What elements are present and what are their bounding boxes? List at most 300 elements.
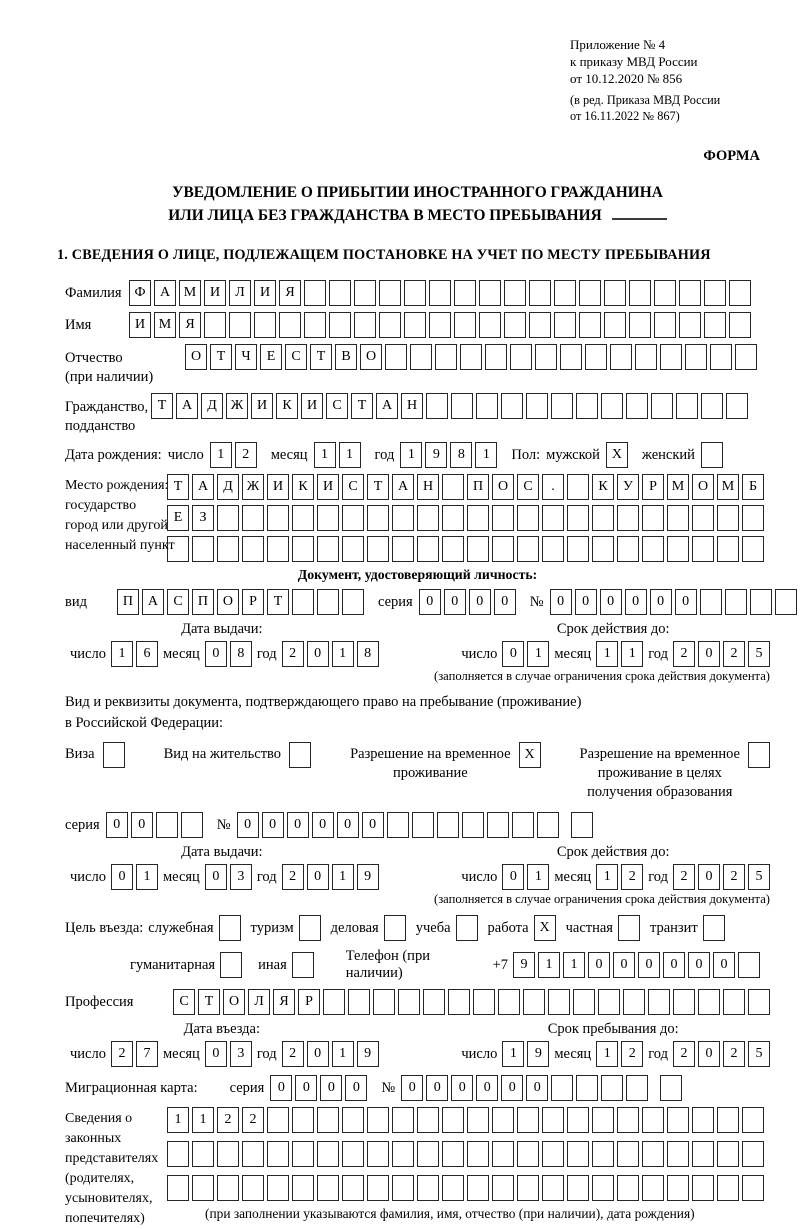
char-cell[interactable]: 0 <box>444 589 466 615</box>
char-cell[interactable]: М <box>717 474 739 500</box>
char-cell[interactable] <box>417 1175 439 1201</box>
char-cell[interactable] <box>742 536 764 562</box>
char-cell[interactable] <box>410 344 432 370</box>
char-cell[interactable] <box>323 989 345 1015</box>
char-cell[interactable]: 0 <box>575 589 597 615</box>
char-cell[interactable] <box>103 742 125 768</box>
char-cell[interactable] <box>242 1175 264 1201</box>
char-cell[interactable]: 0 <box>625 589 647 615</box>
char-cell[interactable] <box>317 1141 339 1167</box>
char-cell[interactable]: 1 <box>538 952 560 978</box>
char-cell[interactable]: 0 <box>111 864 133 890</box>
char-cell[interactable] <box>398 989 420 1015</box>
char-cell[interactable] <box>292 952 314 978</box>
char-cell[interactable] <box>217 536 239 562</box>
char-cell[interactable] <box>354 280 376 306</box>
char-cell[interactable]: С <box>517 474 539 500</box>
char-cell[interactable]: И <box>317 474 339 500</box>
char-cell[interactable] <box>204 312 226 338</box>
char-cell[interactable] <box>667 1175 689 1201</box>
char-cell[interactable] <box>429 280 451 306</box>
char-cell[interactable]: А <box>376 393 398 419</box>
char-cell[interactable] <box>317 1175 339 1201</box>
char-cell[interactable]: 1 <box>527 864 549 890</box>
char-cell[interactable] <box>392 505 414 531</box>
char-cell[interactable] <box>551 393 573 419</box>
char-cell[interactable]: 0 <box>362 812 384 838</box>
char-cell[interactable] <box>192 1141 214 1167</box>
char-cell[interactable] <box>462 812 484 838</box>
char-cell[interactable]: 0 <box>106 812 128 838</box>
char-cell[interactable]: 1 <box>167 1107 189 1133</box>
issue-day-cells[interactable] <box>111 641 158 667</box>
char-cell[interactable]: З <box>192 505 214 531</box>
char-cell[interactable]: 6 <box>136 641 158 667</box>
char-cell[interactable] <box>373 989 395 1015</box>
char-cell[interactable]: 0 <box>469 589 491 615</box>
char-cell[interactable]: И <box>301 393 323 419</box>
char-cell[interactable] <box>692 536 714 562</box>
char-cell[interactable]: 0 <box>663 952 685 978</box>
char-cell[interactable] <box>551 1075 573 1101</box>
stay-doc-number-cells[interactable] <box>237 812 593 838</box>
char-cell[interactable]: П <box>117 589 139 615</box>
char-cell[interactable]: Д <box>201 393 223 419</box>
char-cell[interactable] <box>267 1175 289 1201</box>
char-cell[interactable] <box>576 1075 598 1101</box>
char-cell[interactable] <box>542 1175 564 1201</box>
stay-issue-year-cells[interactable] <box>282 864 379 890</box>
char-cell[interactable]: 0 <box>502 864 524 890</box>
char-cell[interactable]: А <box>176 393 198 419</box>
char-cell[interactable] <box>704 312 726 338</box>
issue-month-cells[interactable] <box>205 641 252 667</box>
representatives-row2-cells[interactable] <box>167 1141 770 1167</box>
char-cell[interactable] <box>242 505 264 531</box>
char-cell[interactable] <box>567 505 589 531</box>
char-cell[interactable] <box>292 589 314 615</box>
char-cell[interactable]: Ф <box>129 280 151 306</box>
citizenship-cells[interactable] <box>151 393 748 419</box>
char-cell[interactable] <box>492 1141 514 1167</box>
char-cell[interactable]: Р <box>642 474 664 500</box>
char-cell[interactable] <box>717 536 739 562</box>
char-cell[interactable]: Л <box>248 989 270 1015</box>
char-cell[interactable] <box>442 1141 464 1167</box>
phone-cells[interactable] <box>513 952 760 978</box>
char-cell[interactable]: 0 <box>501 1075 523 1101</box>
char-cell[interactable] <box>304 312 326 338</box>
char-cell[interactable] <box>384 915 406 941</box>
char-cell[interactable]: Т <box>267 589 289 615</box>
female-checkbox[interactable] <box>701 442 723 468</box>
purpose-other-checkbox[interactable] <box>292 952 314 978</box>
char-cell[interactable] <box>467 1141 489 1167</box>
char-cell[interactable]: 2 <box>723 864 745 890</box>
char-cell[interactable] <box>648 989 670 1015</box>
stay-doc-series-cells[interactable] <box>106 812 203 838</box>
char-cell[interactable] <box>535 344 557 370</box>
char-cell[interactable]: О <box>360 344 382 370</box>
valid-year-cells[interactable] <box>673 641 770 667</box>
char-cell[interactable] <box>617 1141 639 1167</box>
char-cell[interactable] <box>451 393 473 419</box>
char-cell[interactable]: Р <box>298 989 320 1015</box>
char-cell[interactable] <box>292 505 314 531</box>
char-cell[interactable] <box>167 1175 189 1201</box>
purpose-tourism-checkbox[interactable] <box>299 915 321 941</box>
temp-permit-edu-checkbox[interactable] <box>748 742 770 768</box>
char-cell[interactable]: 1 <box>475 442 497 468</box>
char-cell[interactable] <box>317 536 339 562</box>
representatives-row1-cells[interactable] <box>167 1107 770 1133</box>
purpose-study-checkbox[interactable] <box>456 915 478 941</box>
char-cell[interactable]: Н <box>401 393 423 419</box>
char-cell[interactable] <box>479 280 501 306</box>
char-cell[interactable] <box>217 1175 239 1201</box>
char-cell[interactable] <box>748 989 770 1015</box>
char-cell[interactable]: 0 <box>345 1075 367 1101</box>
char-cell[interactable] <box>729 280 751 306</box>
char-cell[interactable] <box>385 344 407 370</box>
char-cell[interactable] <box>667 505 689 531</box>
char-cell[interactable]: 0 <box>295 1075 317 1101</box>
char-cell[interactable] <box>642 1107 664 1133</box>
char-cell[interactable]: О <box>223 989 245 1015</box>
char-cell[interactable] <box>267 505 289 531</box>
char-cell[interactable] <box>492 505 514 531</box>
purpose-business-checkbox[interactable] <box>384 915 406 941</box>
char-cell[interactable]: 0 <box>337 812 359 838</box>
char-cell[interactable] <box>542 1141 564 1167</box>
stay-issue-day-cells[interactable] <box>111 864 158 890</box>
char-cell[interactable] <box>392 1107 414 1133</box>
char-cell[interactable] <box>623 989 645 1015</box>
char-cell[interactable]: 2 <box>217 1107 239 1133</box>
char-cell[interactable]: X <box>606 442 628 468</box>
char-cell[interactable]: 0 <box>688 952 710 978</box>
char-cell[interactable]: 8 <box>357 641 379 667</box>
char-cell[interactable]: К <box>292 474 314 500</box>
char-cell[interactable] <box>667 1107 689 1133</box>
char-cell[interactable]: 0 <box>600 589 622 615</box>
char-cell[interactable] <box>467 536 489 562</box>
char-cell[interactable]: Т <box>210 344 232 370</box>
char-cell[interactable]: О <box>492 474 514 500</box>
char-cell[interactable]: И <box>254 280 276 306</box>
char-cell[interactable]: 0 <box>451 1075 473 1101</box>
char-cell[interactable]: 0 <box>713 952 735 978</box>
patronymic-cells[interactable] <box>185 344 757 370</box>
char-cell[interactable]: 1 <box>596 1041 618 1067</box>
char-cell[interactable] <box>717 1141 739 1167</box>
char-cell[interactable] <box>701 442 723 468</box>
birth-day-cells[interactable] <box>210 442 257 468</box>
char-cell[interactable]: 9 <box>513 952 535 978</box>
char-cell[interactable]: С <box>326 393 348 419</box>
char-cell[interactable] <box>626 393 648 419</box>
char-cell[interactable] <box>610 344 632 370</box>
stay-valid-month-cells[interactable] <box>596 864 643 890</box>
doc-number-cells[interactable] <box>550 589 797 615</box>
char-cell[interactable] <box>567 536 589 562</box>
char-cell[interactable]: 0 <box>205 864 227 890</box>
char-cell[interactable]: 0 <box>698 864 720 890</box>
stay-valid-year-cells[interactable] <box>673 864 770 890</box>
valid-day-cells[interactable] <box>502 641 549 667</box>
char-cell[interactable]: 2 <box>242 1107 264 1133</box>
char-cell[interactable] <box>279 312 301 338</box>
char-cell[interactable]: 0 <box>419 589 441 615</box>
char-cell[interactable]: 1 <box>314 442 336 468</box>
char-cell[interactable] <box>592 536 614 562</box>
char-cell[interactable] <box>542 536 564 562</box>
stay-valid-day-cells[interactable] <box>502 864 549 890</box>
entry-day-cells[interactable] <box>111 1041 158 1067</box>
char-cell[interactable] <box>717 1175 739 1201</box>
char-cell[interactable] <box>579 280 601 306</box>
char-cell[interactable]: 0 <box>287 812 309 838</box>
char-cell[interactable] <box>617 536 639 562</box>
char-cell[interactable] <box>629 280 651 306</box>
doc-kind-cells[interactable] <box>117 589 364 615</box>
char-cell[interactable]: 1 <box>596 864 618 890</box>
char-cell[interactable] <box>156 812 178 838</box>
char-cell[interactable] <box>510 344 532 370</box>
visa-checkbox[interactable] <box>103 742 125 768</box>
char-cell[interactable] <box>220 952 242 978</box>
char-cell[interactable] <box>292 1175 314 1201</box>
char-cell[interactable]: И <box>251 393 273 419</box>
char-cell[interactable] <box>560 344 582 370</box>
char-cell[interactable] <box>703 915 725 941</box>
purpose-transit-checkbox[interactable] <box>703 915 725 941</box>
char-cell[interactable] <box>529 312 551 338</box>
char-cell[interactable] <box>667 1141 689 1167</box>
char-cell[interactable] <box>479 312 501 338</box>
char-cell[interactable]: Я <box>179 312 201 338</box>
char-cell[interactable] <box>592 1175 614 1201</box>
char-cell[interactable] <box>504 280 526 306</box>
char-cell[interactable]: Л <box>229 280 251 306</box>
char-cell[interactable] <box>329 280 351 306</box>
char-cell[interactable] <box>517 536 539 562</box>
char-cell[interactable] <box>217 505 239 531</box>
char-cell[interactable] <box>654 312 676 338</box>
char-cell[interactable] <box>467 505 489 531</box>
char-cell[interactable] <box>492 1175 514 1201</box>
char-cell[interactable] <box>775 589 797 615</box>
char-cell[interactable]: А <box>392 474 414 500</box>
char-cell[interactable]: Т <box>367 474 389 500</box>
char-cell[interactable]: 0 <box>526 1075 548 1101</box>
char-cell[interactable] <box>523 989 545 1015</box>
char-cell[interactable] <box>317 589 339 615</box>
char-cell[interactable] <box>517 1175 539 1201</box>
char-cell[interactable] <box>673 989 695 1015</box>
char-cell[interactable] <box>392 1141 414 1167</box>
char-cell[interactable] <box>517 505 539 531</box>
char-cell[interactable]: 0 <box>494 589 516 615</box>
char-cell[interactable]: 5 <box>748 1041 770 1067</box>
char-cell[interactable]: 1 <box>339 442 361 468</box>
char-cell[interactable] <box>367 1175 389 1201</box>
char-cell[interactable]: 1 <box>563 952 585 978</box>
char-cell[interactable] <box>617 1175 639 1201</box>
char-cell[interactable] <box>651 393 673 419</box>
birth-place-row1-cells[interactable] <box>167 474 770 500</box>
char-cell[interactable] <box>517 1141 539 1167</box>
char-cell[interactable]: 5 <box>748 864 770 890</box>
char-cell[interactable] <box>426 393 448 419</box>
char-cell[interactable]: 0 <box>307 864 329 890</box>
char-cell[interactable] <box>629 312 651 338</box>
char-cell[interactable] <box>417 505 439 531</box>
char-cell[interactable] <box>442 1107 464 1133</box>
char-cell[interactable]: О <box>692 474 714 500</box>
char-cell[interactable]: 1 <box>111 641 133 667</box>
char-cell[interactable]: 1 <box>596 641 618 667</box>
temp-permit-checkbox[interactable] <box>519 742 541 768</box>
char-cell[interactable] <box>437 812 459 838</box>
char-cell[interactable] <box>498 989 520 1015</box>
char-cell[interactable]: И <box>129 312 151 338</box>
char-cell[interactable] <box>717 1107 739 1133</box>
char-cell[interactable] <box>554 280 576 306</box>
char-cell[interactable] <box>435 344 457 370</box>
char-cell[interactable] <box>537 812 559 838</box>
char-cell[interactable] <box>692 505 714 531</box>
char-cell[interactable] <box>219 915 241 941</box>
char-cell[interactable]: Е <box>260 344 282 370</box>
char-cell[interactable]: 0 <box>401 1075 423 1101</box>
char-cell[interactable] <box>554 312 576 338</box>
char-cell[interactable] <box>585 344 607 370</box>
char-cell[interactable] <box>685 344 707 370</box>
char-cell[interactable]: 5 <box>748 641 770 667</box>
char-cell[interactable] <box>542 1107 564 1133</box>
birth-place-row2-cells[interactable] <box>167 505 770 531</box>
char-cell[interactable] <box>660 1075 682 1101</box>
representatives-row3-cells[interactable] <box>167 1175 770 1201</box>
migration-series-cells[interactable] <box>270 1075 367 1101</box>
char-cell[interactable] <box>738 952 760 978</box>
char-cell[interactable] <box>526 393 548 419</box>
char-cell[interactable] <box>267 1141 289 1167</box>
char-cell[interactable]: С <box>285 344 307 370</box>
char-cell[interactable]: 0 <box>588 952 610 978</box>
char-cell[interactable]: 8 <box>450 442 472 468</box>
char-cell[interactable]: 0 <box>307 641 329 667</box>
char-cell[interactable] <box>254 312 276 338</box>
char-cell[interactable] <box>342 536 364 562</box>
char-cell[interactable]: 3 <box>230 864 252 890</box>
char-cell[interactable] <box>367 1107 389 1133</box>
char-cell[interactable]: 2 <box>282 864 304 890</box>
char-cell[interactable] <box>598 989 620 1015</box>
char-cell[interactable]: 2 <box>621 864 643 890</box>
char-cell[interactable] <box>242 1141 264 1167</box>
char-cell[interactable]: 0 <box>698 641 720 667</box>
char-cell[interactable]: П <box>467 474 489 500</box>
char-cell[interactable]: С <box>173 989 195 1015</box>
char-cell[interactable] <box>473 989 495 1015</box>
char-cell[interactable] <box>642 536 664 562</box>
char-cell[interactable] <box>476 393 498 419</box>
char-cell[interactable]: 0 <box>550 589 572 615</box>
char-cell[interactable]: М <box>667 474 689 500</box>
purpose-official-checkbox[interactable] <box>219 915 241 941</box>
char-cell[interactable] <box>501 393 523 419</box>
char-cell[interactable] <box>454 312 476 338</box>
char-cell[interactable]: 1 <box>527 641 549 667</box>
char-cell[interactable] <box>342 589 364 615</box>
char-cell[interactable] <box>167 1141 189 1167</box>
char-cell[interactable]: 9 <box>527 1041 549 1067</box>
stay-day-cells[interactable] <box>502 1041 549 1067</box>
char-cell[interactable]: 0 <box>312 812 334 838</box>
char-cell[interactable] <box>750 589 772 615</box>
char-cell[interactable] <box>710 344 732 370</box>
char-cell[interactable] <box>676 393 698 419</box>
char-cell[interactable] <box>442 1175 464 1201</box>
stay-month-cells[interactable] <box>596 1041 643 1067</box>
char-cell[interactable] <box>392 536 414 562</box>
char-cell[interactable] <box>404 280 426 306</box>
char-cell[interactable] <box>417 536 439 562</box>
char-cell[interactable] <box>579 312 601 338</box>
char-cell[interactable] <box>317 505 339 531</box>
char-cell[interactable] <box>567 474 589 500</box>
char-cell[interactable]: 0 <box>426 1075 448 1101</box>
char-cell[interactable]: К <box>592 474 614 500</box>
char-cell[interactable]: Ж <box>242 474 264 500</box>
char-cell[interactable]: О <box>217 589 239 615</box>
char-cell[interactable] <box>604 280 626 306</box>
char-cell[interactable]: Я <box>279 280 301 306</box>
char-cell[interactable] <box>576 393 598 419</box>
birth-place-row3-cells[interactable] <box>167 536 770 562</box>
char-cell[interactable] <box>618 915 640 941</box>
char-cell[interactable]: Д <box>217 474 239 500</box>
char-cell[interactable]: О <box>185 344 207 370</box>
char-cell[interactable]: 2 <box>723 1041 745 1067</box>
char-cell[interactable] <box>379 280 401 306</box>
char-cell[interactable]: 0 <box>270 1075 292 1101</box>
char-cell[interactable] <box>725 589 747 615</box>
birth-month-cells[interactable] <box>314 442 361 468</box>
entry-month-cells[interactable] <box>205 1041 252 1067</box>
char-cell[interactable]: М <box>154 312 176 338</box>
char-cell[interactable] <box>567 1107 589 1133</box>
char-cell[interactable]: Р <box>242 589 264 615</box>
profession-cells[interactable] <box>173 989 770 1015</box>
char-cell[interactable]: 0 <box>205 1041 227 1067</box>
valid-month-cells[interactable] <box>596 641 643 667</box>
char-cell[interactable] <box>592 1107 614 1133</box>
char-cell[interactable]: Т <box>198 989 220 1015</box>
char-cell[interactable]: 0 <box>502 641 524 667</box>
char-cell[interactable] <box>601 393 623 419</box>
char-cell[interactable] <box>692 1141 714 1167</box>
char-cell[interactable]: 2 <box>621 1041 643 1067</box>
char-cell[interactable] <box>242 536 264 562</box>
char-cell[interactable] <box>604 312 626 338</box>
char-cell[interactable] <box>181 812 203 838</box>
char-cell[interactable]: С <box>342 474 364 500</box>
char-cell[interactable] <box>492 536 514 562</box>
char-cell[interactable]: 2 <box>673 864 695 890</box>
